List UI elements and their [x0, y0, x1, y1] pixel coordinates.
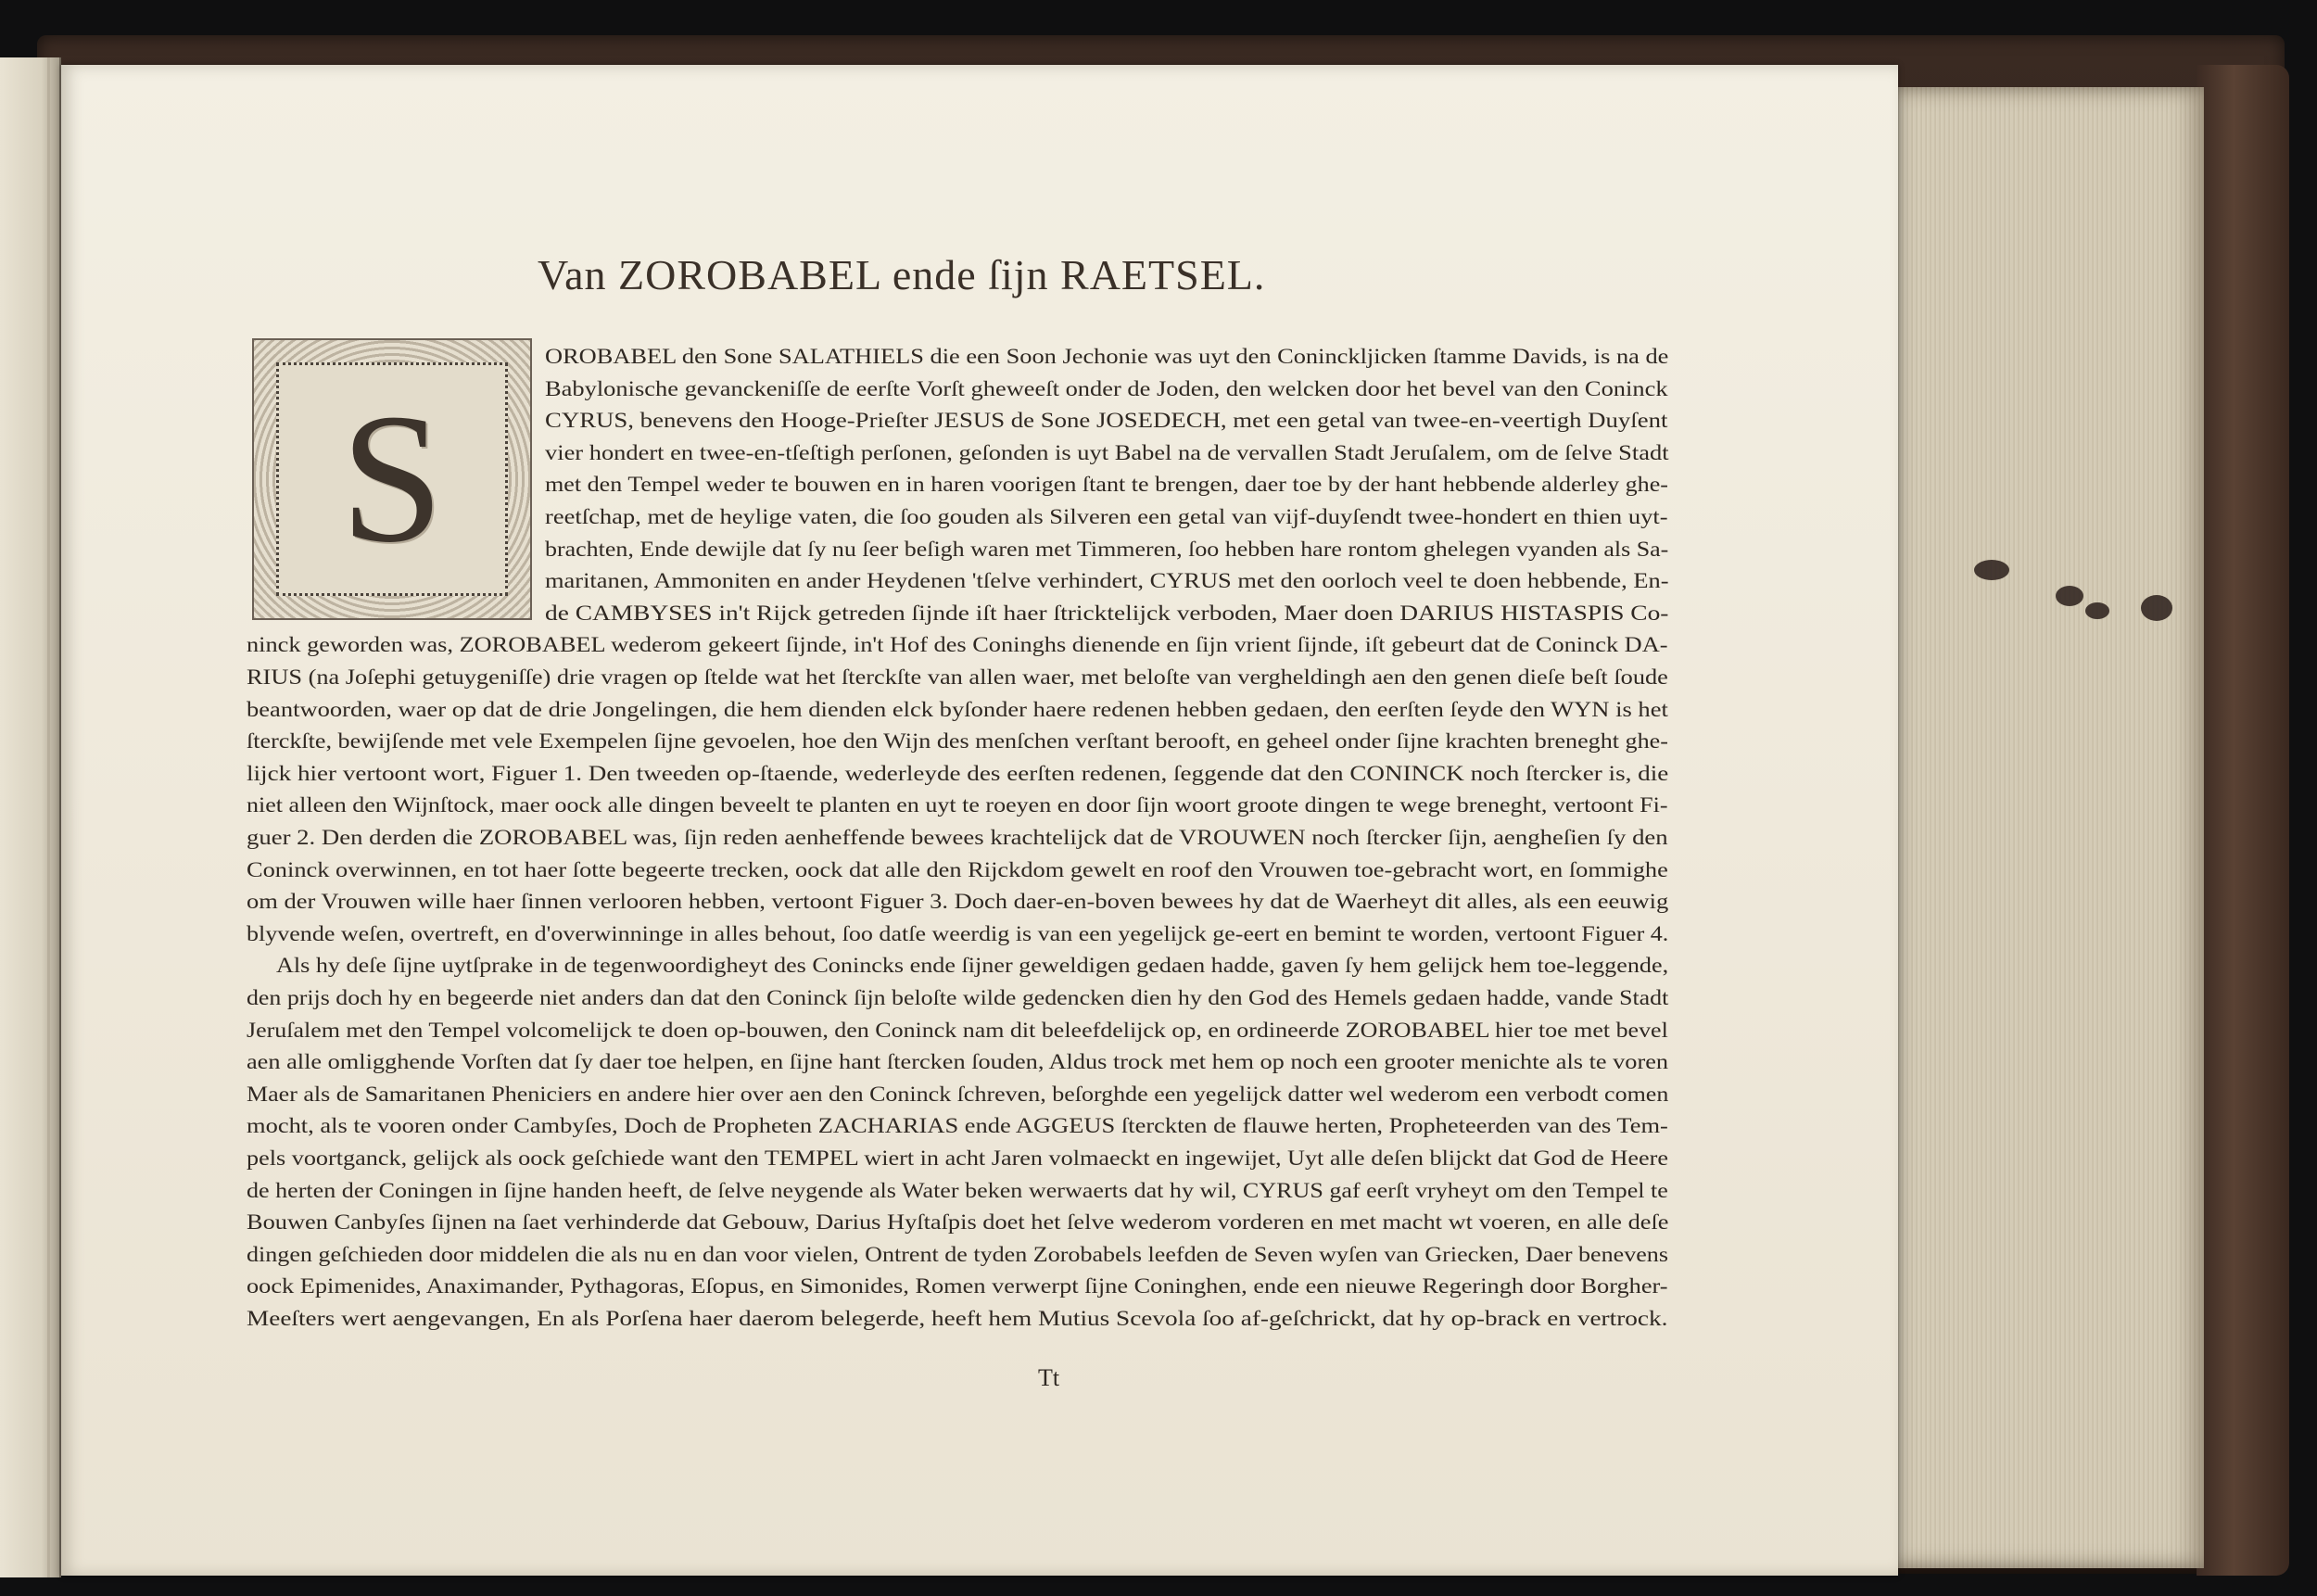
text-line: guer 2. Den derden die ZOROBABEL was, ſijn reden aenheffende bewees krachtelijck dat de VROUWEN noch ſtercker ſijn, aengheſien ſy den	[247, 826, 1668, 849]
page-title: Van ZOROBABEL ende ſijn RAETSEL.	[538, 251, 1266, 298]
text-line: de CAMBYSES in't Rijck getreden ſijnde iſt haer ſtricktelijck verboden, Maer doen DARIUS HISTASPIS Co-	[545, 601, 1669, 625]
text-line: lijck hier vertoont wort, Figuer 1. Den tweeden op-ſtaende, wederleyde des eerſten redenen, ſeggende dat den CONINCK noch ſtercker is, die	[247, 761, 1669, 785]
ink-stain	[2056, 586, 2083, 606]
text-line: Als hy deſe ſijne uytſprake in de tegenwoordigheyt des Conincks ende ſijner geweldigen gedaen hadde, gaven ſy hem gelijck hem toe-leggende,	[276, 954, 1669, 978]
left-page-edge	[0, 57, 61, 1577]
text-line: de herten der Coningen in ſijne handen heeft, de ſelve neygende als Water beken werwaerts dat hy wil, CYRUS gaf eerſt vryheyt om den Tempel te	[247, 1178, 1668, 1202]
text-line: dingen geſchieden door middelen die als nu en dan voor vielen, Ontrent de tyden Zorobabels leefden de Seven wyſen van Griecken, Daer benevens	[247, 1242, 1668, 1266]
text-line: maritanen, Ammoniten en ander Heydenen 'tſelve verhindert, CYRUS met den oorloch veel te doen hebbende, En-	[545, 569, 1669, 593]
text-line: Jeruſalem met den Tempel volcomelijck te doen op-bouwen, den Coninck nam dit beleefdelijck op, en ordineerde ZOROBABEL hier toe met bevel	[247, 1018, 1668, 1042]
text-line: brachten, Ende dewijle dat ſy nu ſeer beſigh waren met Timmeren, ſoo hebben hare rontom ghelegen vyanden als Sa-	[545, 537, 1669, 561]
text-line: beantwoorden, waer op dat de drie Jongelingen, die hem dienden elck byſonder haere redenen hebben gedaen, den eerſten ſeyde den WYN is het	[247, 697, 1668, 721]
text-line: CYRUS, benevens den Hooge-Prieſter JESUS de Sone JOSEDECH, met een getal van twee-en-veertigh Duyſent	[545, 409, 1668, 433]
text-line: den prijs doch hy en begeerde niet anders dan dat den Coninck ſijn beloſte wilde gedencken dien hy den God des Hemels gedaen hadde, vande Stadt	[247, 986, 1669, 1009]
page-block-edge	[1891, 87, 2204, 1568]
text-line: blyvende weſen, overtreft, en d'overwinninge in alles behout, ſoo datſe weerdig is van een yegelijck ge-eert en bemint te worden, vertoont Figuer 4.	[247, 921, 1669, 945]
text-line: oock Epimenides, Anaximander, Pythagoras, Eſopus, en Simonides, Romen verwerpt ſijne Coninghen, ende een nieuwe Regeringh door Borgher-	[247, 1274, 1668, 1298]
text-line: RIUS (na Joſephi getuygeniſſe) drie vragen op ſtelde wat het ſterckſte van allen waer, met beloſte van vergheldingh aen den genen dieſe beſt ſoude	[247, 665, 1668, 689]
text-line: OROBABEL den Sone SALATHIELS die een Soon Jechonie was uyt den Coninckljicken ſtamme Davids, is na de	[545, 345, 1669, 368]
text-line: pels voortganck, gelijck als oock geſchiede want den TEMPEL wiert in acht Jaren volmaeckt en ingewijet, Uyt alle deſen blijckt dat God de Heere	[247, 1146, 1668, 1170]
gutter-line	[47, 57, 50, 1577]
initial-letter: S	[340, 376, 444, 581]
text-line: met den Tempel weder te bouwen en in haren voorigen ſtant te brengen, daer toe by der hant hebbende alderley ghe-	[545, 473, 1668, 497]
text-line: vier hondert en twee-en-tſeſtigh perſonen, geſonden is uyt Babel na de vervallen Stadt Jeruſalem, om de ſelve Stadt	[545, 440, 1669, 464]
initial-frame	[276, 362, 508, 596]
text-line: Maer als de Samaritanen Pheniciers en andere hier over aen den Coninck ſchreven, beſorghde een yegelijck datter wel wederom een verbodt comen	[247, 1082, 1669, 1106]
text-line: Babylonische gevanckeniſſe de eerſte Vorſt gheweeſt onder de Joden, den welcken door het bevel van den Coninck	[545, 376, 1668, 400]
ink-stain	[2085, 602, 2109, 619]
text-line: aen alle omligghende Vorſten dat ſy daer toe helpen, en ſijne hant ſtercken ſouden, Aldus trock met hem op noch een grooter menichte als te voren	[247, 1050, 1669, 1074]
text-line: Meeſters wert aengevangen, En als Porſena haer daerom belegerde, heeft hem Mutius Scevola ſoo af-geſchrickt, dat hy op-brack en vertrock.	[247, 1307, 1668, 1330]
text-line: ſterckſte, bewijſende met vele Exempelen ſijne gevoelen, hoe den Wijn des menſchen verſtant berooft, en geheel onder ſijne krachten breneght ghe-	[247, 729, 1668, 754]
text-line: Coninck overwinnen, en tot haer ſotte begeerte trecken, oock dat alle den Rijckdom gewelt en roof den Vrouwen toe-gebracht wort, en ſommighe	[247, 857, 1668, 881]
page-signature: Tt	[1038, 1364, 1060, 1391]
text-line: niet alleen den Wijnſtock, maer oock alle dingen beveelt te planten en uyt te roeyen en door ſijn woort groote dingen te wege breneght, vertoont Fi-	[247, 793, 1668, 817]
ink-stain	[2141, 595, 2172, 621]
text-line: Bouwen Canbyſes ſijnen na ſaet verhinderde dat Gebouw, Darius Hyſtaſpis doet het ſelve wederom vorderen en met macht wt voeren, en alle deſe	[247, 1210, 1669, 1235]
text-line: ninck geworden was, ZOROBABEL wederom gekeert ſijnde, in't Hof des Coninghs dienende en ſijn vrient ſijnde, iſt gebeurt dat de Coninck DA-	[247, 633, 1668, 657]
back-board	[2197, 65, 2289, 1576]
text-line: reetſchap, met de heylige vaten, die ſoo gouden als Silveren een getal van vijf-duyſendt twee-hondert en thien uyt-	[545, 505, 1668, 528]
decorated-initial	[252, 338, 532, 620]
ink-stain	[1974, 560, 2009, 580]
text-line: mocht, als te vooren onder Cambyſes, Doch de Propheten ZACHARIAS ende AGGEUS ſterckten de flauwe herten, Propheteerden van des Tem-	[247, 1114, 1668, 1138]
text-line: om der Vrouwen wille haer ſinnen verlooren hebben, vertoont Figuer 3. Doch daer-en-boven bewees hy dat de Waerheyt dit alles, als een eeuwig	[247, 890, 1669, 914]
